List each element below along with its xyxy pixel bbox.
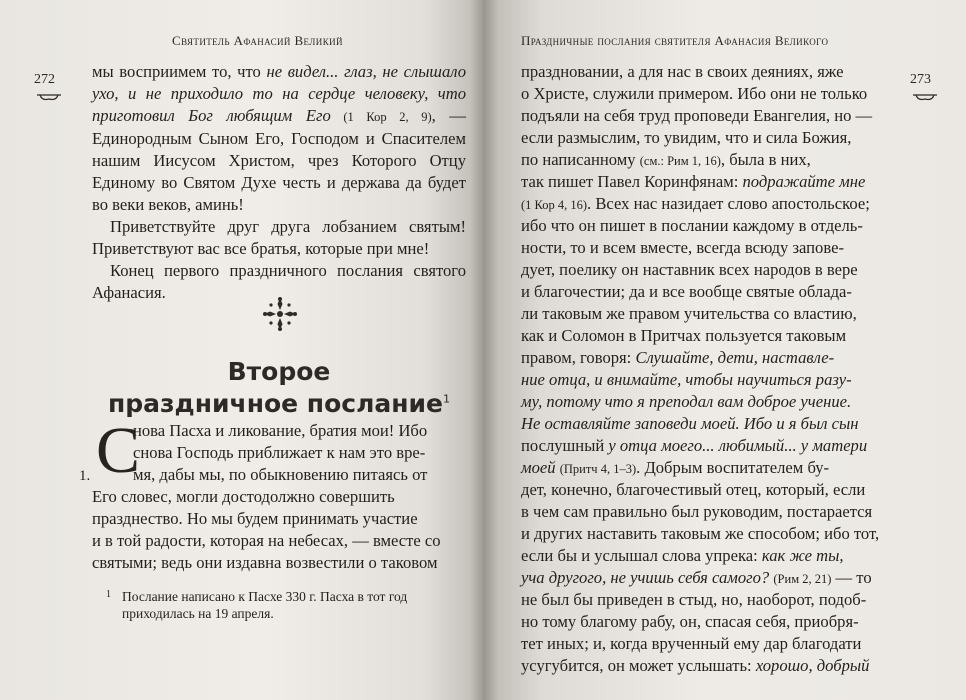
page-number-left: 272 xyxy=(34,72,55,87)
text-line: и в той радости, которая на небесах, — вместе со xyxy=(92,531,441,550)
text-run: о Христе, служили примером. Ибо они не только xyxy=(521,84,868,103)
text-line xyxy=(521,237,903,259)
running-head-left: Святитель Афанасий Великий xyxy=(172,33,343,48)
text-run: но тому благому рабу, он, спасая себя, приобря- xyxy=(521,612,859,631)
italic-quote: у отца моего... любимый... у матери xyxy=(608,436,868,455)
text-run: если бы и услышал слова упрека: xyxy=(521,546,762,565)
text-run: и благочестии; да и все вообще святые облада- xyxy=(521,282,852,301)
section-heading-line2 xyxy=(92,389,466,418)
footnote xyxy=(92,588,466,622)
paragraph xyxy=(92,216,466,260)
text-line xyxy=(521,391,903,413)
italic-quote: хорошо, добрый xyxy=(755,656,870,675)
text-line xyxy=(521,567,903,589)
text-run: подъяли на себя труд проповеди Евангелия, но — xyxy=(521,106,873,125)
text-run: . Добрым воспитателем бу- xyxy=(636,458,830,477)
text-run: , была в них, xyxy=(720,150,811,169)
text-run: тет иных; и, когда врученный ему дар благодати xyxy=(521,634,862,653)
page-number-ornament-icon xyxy=(912,92,938,102)
left-page-text xyxy=(92,61,466,304)
text-run: мы восприимем то, что xyxy=(92,62,267,81)
book-gutter xyxy=(470,0,498,700)
scripture-citation: (1 Кор 2, 9) xyxy=(330,110,432,124)
italic-quote: Слушайте, дети, наставле- xyxy=(635,348,835,367)
italic-quote: моей xyxy=(521,458,556,477)
section-heading-text: праздничное послание xyxy=(107,389,443,418)
text-line xyxy=(521,369,903,391)
italic-quote: не видел... глаз, не слышало ухо, и не приходило то на сердце человеку, что приготовил Бог любящим Его xyxy=(92,62,466,125)
text-run: праздновании, а для нас в своих деяниях, яже xyxy=(521,62,844,81)
text-line xyxy=(521,347,903,369)
text-line xyxy=(521,589,903,611)
text-run: ности, то и всем вместе, всегда всюду запове- xyxy=(521,238,844,257)
text-line xyxy=(521,655,903,677)
text-line: нова Пасха и ликование, братия мои! Ибо xyxy=(133,421,428,440)
italic-quote: ние отца, и внимайте, чтобы научиться разу- xyxy=(521,370,852,389)
italic-quote: как же ты, xyxy=(761,546,844,565)
text-line xyxy=(521,193,903,215)
text-run: дует, поелику он наставник всех народов в вере xyxy=(521,260,858,279)
text-line xyxy=(521,61,903,83)
text-line xyxy=(521,83,903,105)
text-line: Его словес, могли достодолжно совершить xyxy=(92,487,395,506)
text-line xyxy=(521,259,903,281)
text-line xyxy=(521,127,903,149)
text-line xyxy=(521,479,903,501)
text-run: и других наставить таковым же способом; ибо тот, xyxy=(521,524,880,543)
text-run: — то xyxy=(831,568,872,587)
scripture-citation: (см.: Рим 1, 16) xyxy=(639,154,721,168)
text-line xyxy=(521,501,903,523)
footnote-mark: 1 xyxy=(106,589,111,600)
paragraph xyxy=(92,61,466,216)
text-line xyxy=(521,281,903,303)
text-run: , — Единородным Сыном Его, Господом и Спасителем нашим Иисусом Христом, чрез Которого Отцу Единому во Святом Духе честь и держава да будет во веки веков, аминь! xyxy=(92,106,466,214)
text-line xyxy=(521,105,903,127)
text-line xyxy=(521,545,903,567)
text-run: послушный xyxy=(521,436,609,455)
scripture-citation: (Притч 4, 1–3) xyxy=(559,462,637,476)
section-body-text xyxy=(92,414,466,574)
right-page xyxy=(483,0,966,700)
italic-quote: Не оставляйте заповеди моей. Ибо и я был сын xyxy=(521,414,859,433)
text-line: празднество. Но мы будем принимать участие xyxy=(92,509,418,528)
text-run: . Всех нас назидает слово апостольское; xyxy=(587,194,870,213)
text-line xyxy=(521,215,903,237)
section-heading-line1: Второе xyxy=(227,357,331,386)
text-run: Конец первого праздничного послания святого Афанасия. xyxy=(92,261,466,302)
text-line xyxy=(521,611,903,633)
text-run: как и Соломон в Притчах пользуется таковым xyxy=(521,326,847,345)
text-run: в чем сам правильно был руководим, постарается xyxy=(521,502,873,521)
drop-cap: С xyxy=(96,414,141,487)
page-number-ornament-icon xyxy=(36,92,62,102)
text-line xyxy=(521,149,903,171)
text-run: правом, говоря: xyxy=(521,348,636,367)
footnote-text: Послание написано к Пасхе 330 г. Пасха в тот год приходилась на 19 апреля. xyxy=(122,589,408,621)
text-run: ли таковым же правом учительства со властию, xyxy=(521,304,857,323)
text-line xyxy=(521,633,903,655)
page-number-right: 273 xyxy=(910,72,931,87)
text-run: ибо что он пишет в послании каждому в отдель- xyxy=(521,216,863,235)
text-line xyxy=(521,457,903,479)
italic-quote: му, потому что я преподал вам доброе учение. xyxy=(521,392,852,411)
cross-fleuron-icon xyxy=(262,296,298,332)
text-line xyxy=(521,303,903,325)
text-run: если размыслим, то увидим, что и сила Божия, xyxy=(521,128,852,147)
text-line: святыми; ведь они издавна возвестили о таковом xyxy=(92,553,438,572)
right-page-text xyxy=(521,61,903,677)
text-line xyxy=(521,413,903,435)
italic-quote: подражайте мне xyxy=(742,172,866,191)
text-line xyxy=(521,523,903,545)
text-run: Приветствуйте друг друга лобзанием святым! Приветствуют вас все братья, которые при мне! xyxy=(92,217,466,258)
running-head-right: Праздничные послания святителя Афанасия Великого xyxy=(521,33,829,48)
text-run: усугубится, он может услышать: xyxy=(521,656,756,675)
text-line xyxy=(521,171,903,193)
text-run: так пишет Павел Коринфянам: xyxy=(521,172,743,191)
text-line: снова Господь приближает к нам это вре- xyxy=(133,443,426,462)
text-line: мя, дабы мы, по обыкновению питаясь от xyxy=(133,465,428,484)
text-run: по написанному xyxy=(521,150,640,169)
scripture-citation: (1 Кор 4, 16) xyxy=(521,198,588,212)
text-run: дет, конечно, благочестивый отец, который, если xyxy=(521,480,866,499)
section-number: 1. xyxy=(79,468,91,484)
italic-quote: уча другого, не учишь себя самого? xyxy=(521,568,770,587)
text-line xyxy=(521,325,903,347)
text-line xyxy=(521,435,903,457)
scripture-citation: (Рим 2, 21) xyxy=(773,572,832,586)
text-run: не был бы приведен в стыд, но, наоборот, подоб- xyxy=(521,590,867,609)
heading-footnote-mark[interactable]: 1 xyxy=(443,392,450,406)
